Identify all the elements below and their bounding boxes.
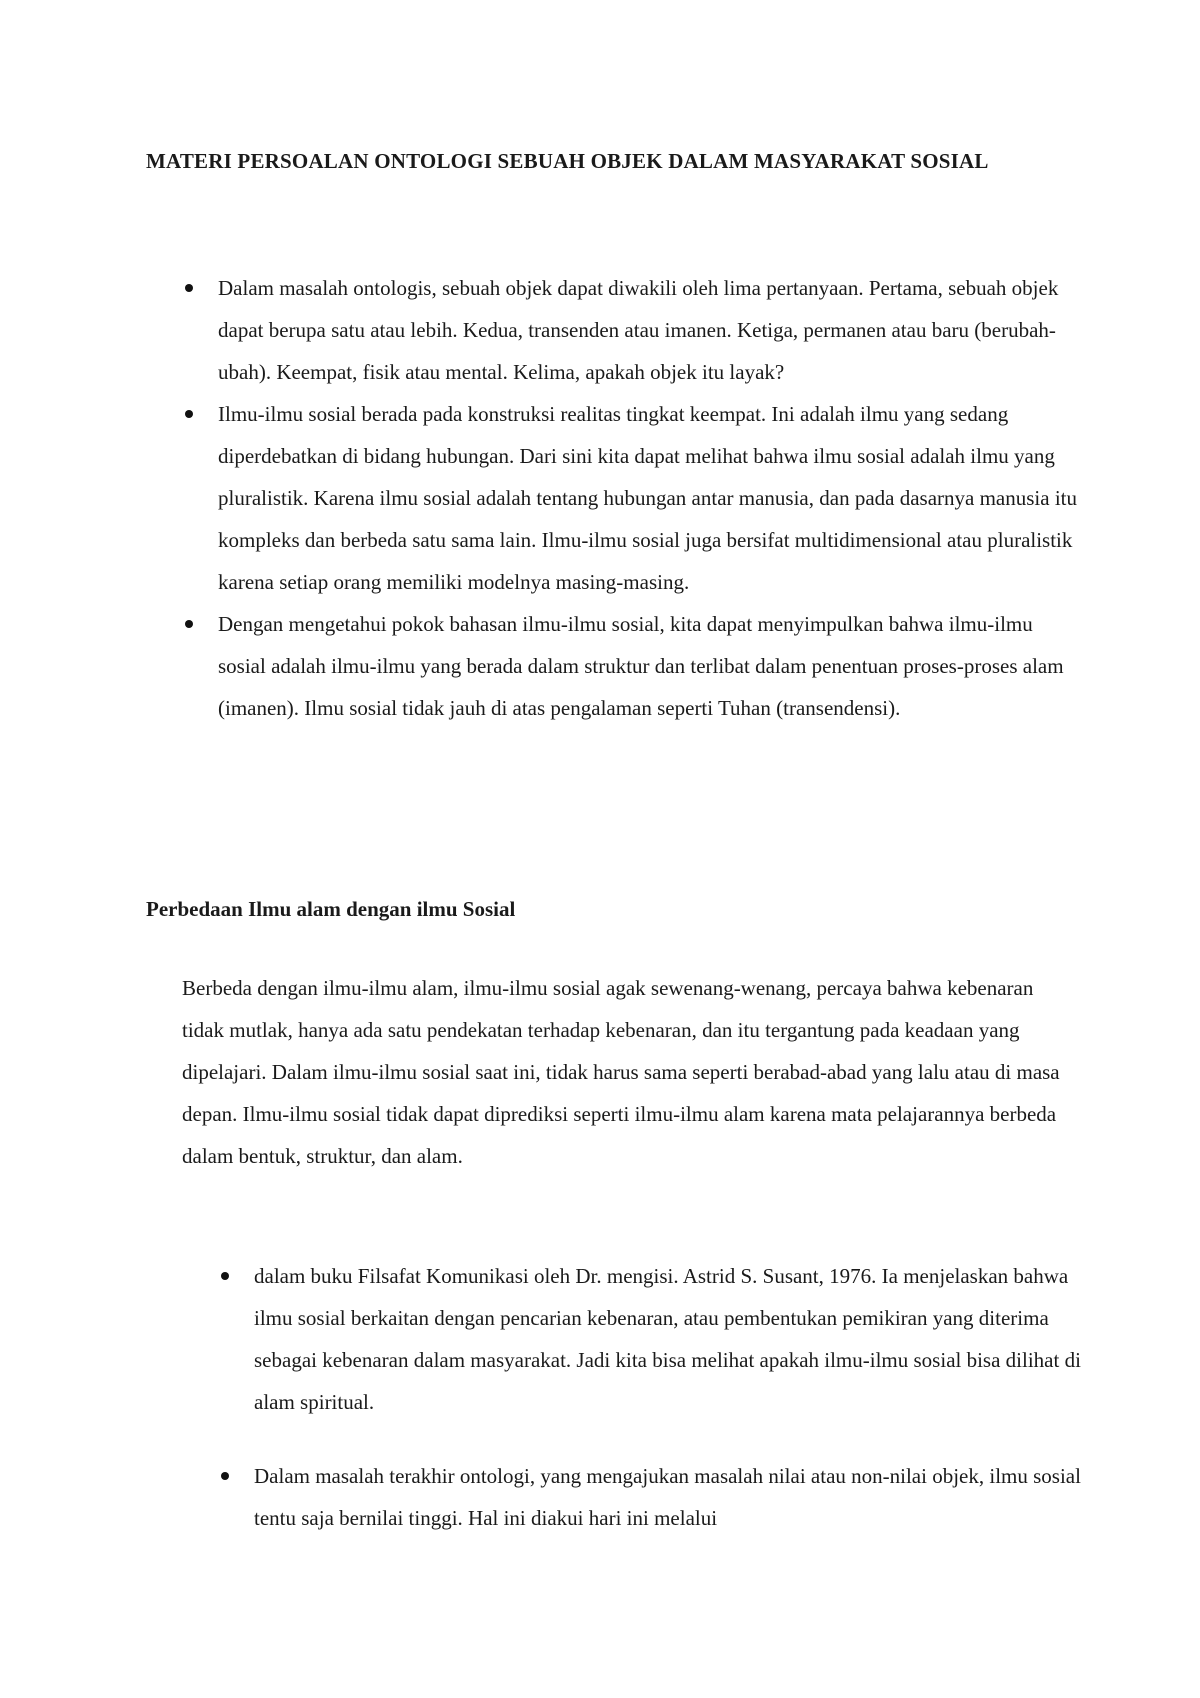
list-item: [218, 603, 1078, 729]
bullet-icon: [185, 284, 193, 292]
section-heading: Perbedaan Ilmu alam dengan ilmu Sosial: [146, 897, 516, 921]
bullet-icon: [221, 1472, 229, 1480]
bullet-list-ontology: [218, 267, 1078, 729]
body-paragraph: Berbeda dengan ilmu-ilmu alam, ilmu-ilmu sosial agak sewenang-wenang, percaya bahwa kebenaran tidak mutlak, hanya ada satu pendekatan terhadap kebenaran, dan itu tergantung pada keadaan yang dipelajari. Dalam ilmu-ilmu sosial saat ini, tidak harus sama seperti berabad-abad yang lalu atau di masa depan. Ilmu-ilmu sosial tidak dapat diprediksi seperti ilmu-ilmu alam karena mata pelajarannya berbeda dalam bentuk, struktur, dan alam.: [182, 976, 1060, 1168]
bullet-icon: [221, 1272, 229, 1280]
document-title: MATERI PERSOALAN ONTOLOGI SEBUAH OBJEK DALAM MASYARAKAT SOSIAL: [146, 149, 989, 173]
list-item: [254, 1455, 1084, 1539]
bullet-icon: [185, 620, 193, 628]
bullet-icon: [185, 410, 193, 418]
list-item-text: Dengan mengetahui pokok bahasan ilmu-ilmu sosial, kita dapat menyimpulkan bahwa ilmu-ilmu sosial adalah ilmu-ilmu yang berada dalam struktur dan terlibat dalam penentuan proses-proses alam (imanen). Ilmu sosial tidak jauh di atas pengalaman seperti Tuhan (transendensi).: [218, 612, 1064, 720]
bullet-list-social-science: [254, 1255, 1084, 1539]
list-item-text: dalam buku Filsafat Komunikasi oleh Dr. mengisi. Astrid S. Susant, 1976. Ia menjelaskan bahwa ilmu sosial berkaitan dengan pencarian kebenaran, atau pembentukan pemikiran yang diterima sebagai kebenaran dalam masyarakat. Jadi kita bisa melihat apakah ilmu-ilmu sosial bisa dilihat di alam spiritual.: [254, 1264, 1081, 1414]
list-item: [218, 393, 1078, 603]
list-item: [254, 1255, 1084, 1423]
list-item-text: Dalam masalah ontologis, sebuah objek dapat diwakili oleh lima pertanyaan. Pertama, sebuah objek dapat berupa satu atau lebih. Kedua, transenden atau imanen. Ketiga, permanen atau baru (berubah-ubah). Keempat, fisik atau mental. Kelima, apakah objek itu layak?: [218, 276, 1059, 384]
list-item-text: Dalam masalah terakhir ontologi, yang mengajukan masalah nilai atau non-nilai objek, ilmu sosial tentu saja bernilai tinggi. Hal ini diakui hari ini melalui: [254, 1464, 1081, 1530]
list-item-text: Ilmu-ilmu sosial berada pada konstruksi realitas tingkat keempat. Ini adalah ilmu yang sedang diperdebatkan di bidang hubungan. Dari sini kita dapat melihat bahwa ilmu sosial adalah ilmu yang pluralistik. Karena ilmu sosial adalah tentang hubungan antar manusia, dan pada dasarnya manusia itu kompleks dan berbeda satu sama lain. Ilmu-ilmu sosial juga bersifat multidimensional atau pluralistik karena setiap orang memiliki modelnya masing-masing.: [218, 402, 1077, 594]
list-item: [218, 267, 1078, 393]
